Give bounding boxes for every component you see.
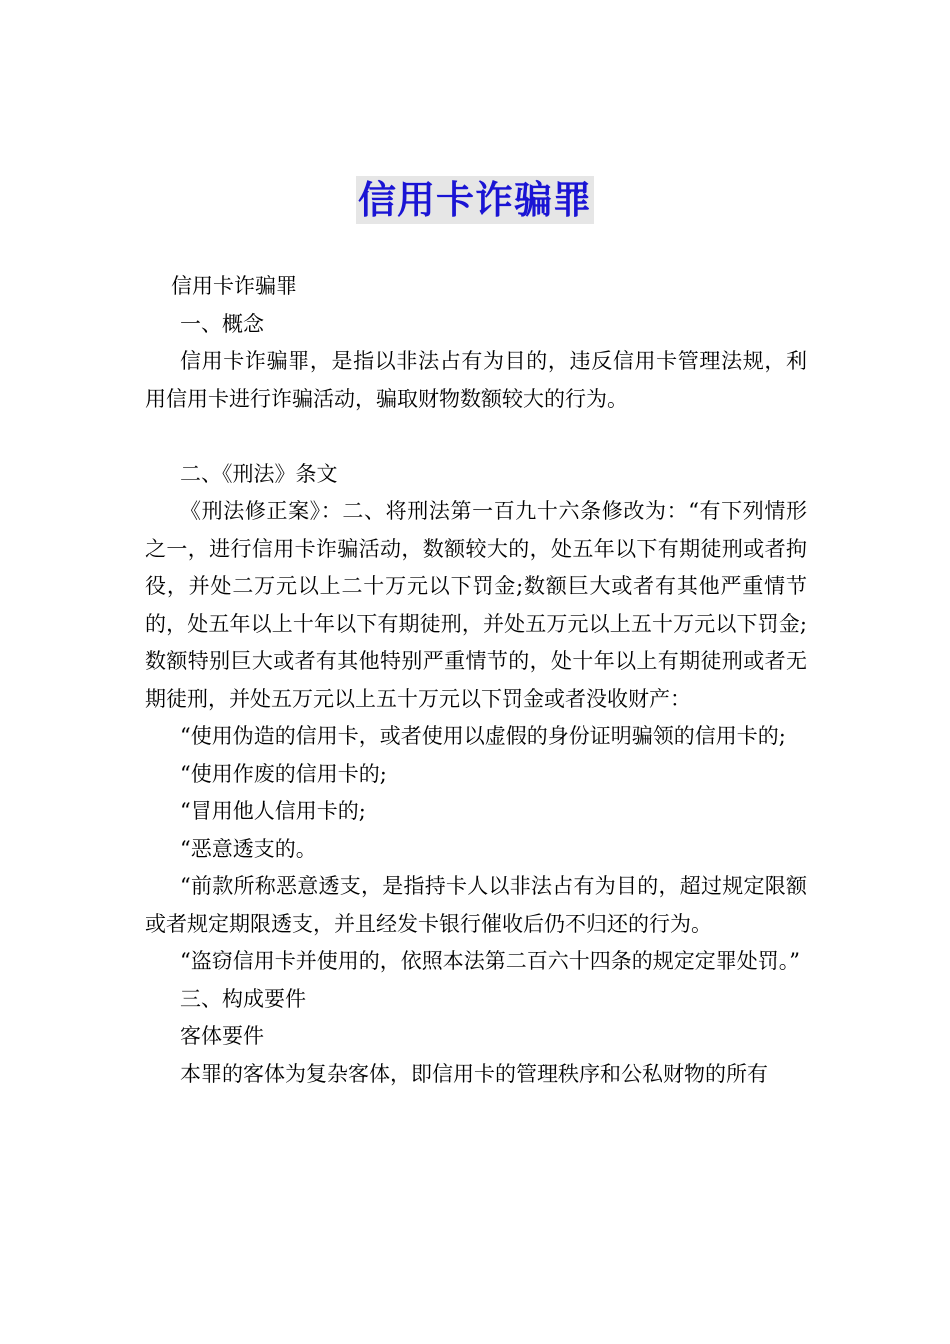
- list-item-void-card: “使用作废的信用卡的;: [180, 761, 387, 786]
- paragraph-concept: 信用卡诈骗罪，是指以非法占有为目的，违反信用卡管理法规，利用信用卡进行诈骗活动，骗取财物数额较大的行为。: [145, 349, 807, 411]
- list-item-forged-card: “使用伪造的信用卡，或者使用以虚假的身份证明骗领的信用卡的;: [180, 724, 786, 748]
- paragraph-heading: 信用卡诈骗罪: [171, 274, 297, 298]
- section-heading-elements: 三、构成要件: [180, 986, 306, 1011]
- paragraph-law-text: 《刑法修正案》：二、将刑法第一百九十六条修改为：“有下列情形之一，进行信用卡诈骗活动，数额较大的，处五年以下有期徒刑或者拘役，并处二万元以上二十万元以下罚金;数额巨大或者有其他严重情节的，处五年以上十年以下有期徒刑，并处五万元以上五十万元以下罚金;数额特别巨大或者有其他特别严重情节的，处十年以上有期徒刑或者无期徒刑，并处五万元以上五十万元以下罚金或者没收财产：: [145, 499, 807, 711]
- paragraph-overdraft-definition: “前款所称恶意透支，是指持卡人以非法占有为目的，超过规定限额或者规定期限透支，并且经发卡银行催收后仍不归还的行为。: [145, 874, 807, 936]
- section-heading-law: 二、《刑法》条文: [180, 461, 338, 486]
- paragraph-object: 本罪的客体为复杂客体，即信用卡的管理秩序和公私财物的所有: [180, 1061, 768, 1086]
- list-item-malicious-overdraft: “恶意透支的。: [180, 836, 317, 861]
- title-container: [0, 176, 950, 224]
- subheading-object: 客体要件: [180, 1024, 264, 1048]
- list-item-others-card: “冒用他人信用卡的;: [180, 799, 366, 823]
- blank-line: [145, 418, 807, 456]
- paragraph-theft-clause: “盗窃信用卡并使用的，依照本法第二百六十四条的规定定罪处罚。”: [180, 949, 800, 973]
- document-title: 信用卡诈骗罪: [357, 178, 592, 222]
- section-heading-concept: 一、概念: [180, 311, 264, 336]
- document-body: [145, 268, 807, 1093]
